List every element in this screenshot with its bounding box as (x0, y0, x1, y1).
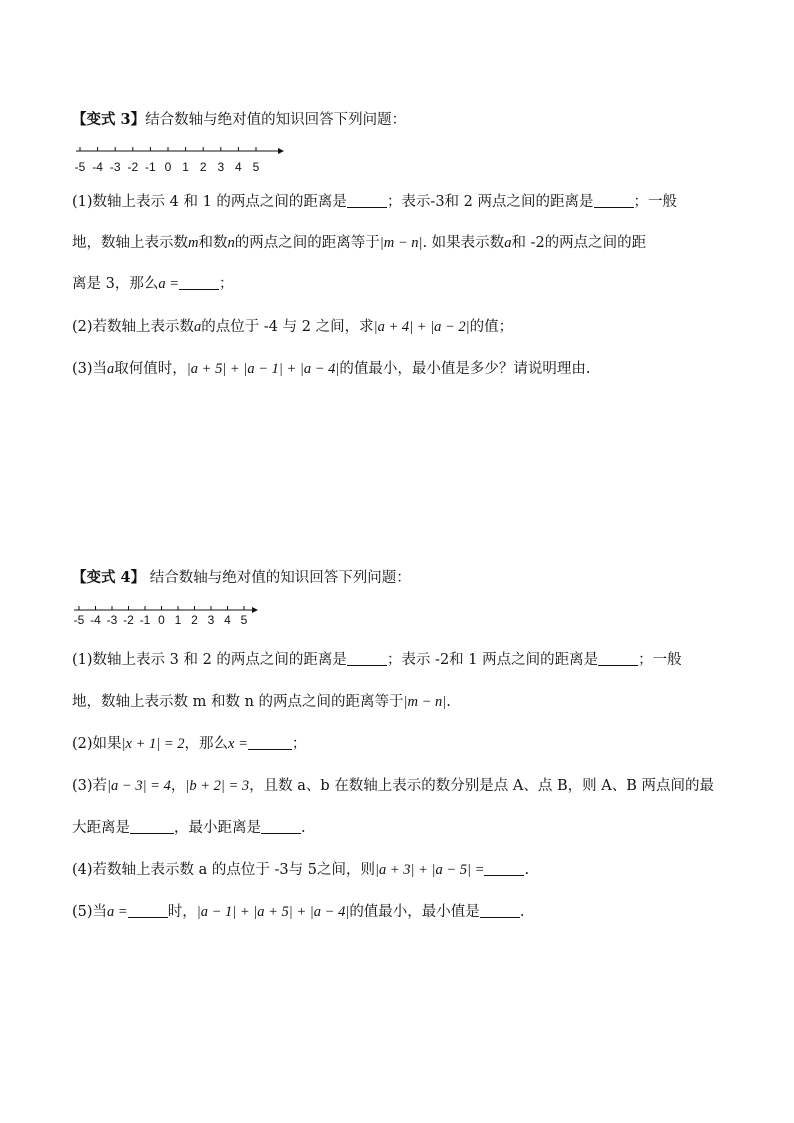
v4-q1-expr: |m − n| (403, 694, 447, 710)
v4-axis-tick-label: 4 (224, 613, 231, 627)
v4-q5-text-b: 时， (167, 904, 197, 920)
v3-axis-tick-label: 2 (199, 160, 207, 174)
v4-q5-text-c: 的值最小，最小值是 (349, 904, 480, 920)
v3-q1-text-b: ；表示-3和 2 两点之间的距离是 (386, 194, 594, 210)
v4-axis-tick-label: 0 (158, 613, 165, 627)
v3-q2-text-c: 的值； (469, 319, 514, 335)
v3-axis-tick-label: 3 (217, 160, 225, 174)
v3-q1-text-j: ； (219, 276, 234, 292)
v4-title-text: 结合数轴与绝对值的知识回答下列问题： (145, 570, 411, 586)
v4-axis-tick-label: -5 (73, 613, 85, 627)
v3-q3-text-c: 的值最小，最小值是多少？请说明理由. (339, 361, 591, 377)
v3-q3-var-a: a (107, 361, 115, 377)
v4-q4-expr: |a + 3| + |a − 5| = (374, 862, 485, 878)
v3-q1-text-e: 和数 (198, 235, 228, 251)
v4-q4-text-b: . (524, 862, 530, 878)
v4-axis-tick-label: 3 (207, 613, 215, 627)
v4-q5-blank-2[interactable] (480, 903, 520, 918)
v3-q1-var-a: a (504, 235, 512, 251)
v4-q2-x-eq: x = (228, 736, 248, 752)
v4-q1-text-b: ；表示 -2和 1 两点之间的距离是 (386, 652, 599, 668)
v3-axis-tick-label: -2 (127, 160, 139, 174)
v4-axis-ticks (79, 606, 244, 610)
v3-axis-tick-label: 0 (164, 160, 172, 174)
v3-q3-expr: |a + 5| + |a − 1| + |a − 4| (186, 361, 340, 377)
v4-q4 (72, 858, 529, 879)
v4-q1-text-e: . (446, 694, 451, 710)
v4-q1-text-c: ；一般 (638, 652, 682, 668)
v4-q2-text-c: ； (291, 736, 307, 752)
v4-axis-tick-label: -3 (106, 613, 118, 627)
v4-q1-blank-2[interactable] (598, 651, 638, 666)
v4-title-prefix: 【变式 4】 (72, 569, 146, 586)
v4-q1-text-d: 地，数轴上表示数 m 和数 n 的两点之间的距离等于 (72, 694, 404, 710)
v3-q1-var-m: m (188, 235, 199, 251)
v4-q4-blank[interactable] (484, 861, 524, 876)
v4-axis-tick-label: -1 (139, 613, 151, 627)
v3-title-text: 结合数轴与绝对值的知识回答下列问题： (145, 112, 407, 128)
v3-q1-text-d: 地，数轴上表示数 (72, 235, 188, 251)
v4-axis-tick-label: -2 (123, 613, 134, 627)
v4-q3-text-b: ，且数 a、b 在数轴上表示的数分别是点 A、点 B，则 A、B 两点间的最 (249, 778, 714, 794)
v4-q5-blank-1[interactable] (128, 903, 168, 918)
v4-q1-blank-1[interactable] (347, 651, 387, 666)
v3-q1-text-f: 的两点之间的距离等于 (234, 235, 380, 251)
v4-q2 (72, 732, 306, 753)
v4-q3-text-c: 大距离是 (72, 820, 130, 836)
v4-q3-line1 (72, 774, 714, 795)
v3-q1-text-g: . 如果表示数 (422, 235, 505, 251)
v3-q1-text-c: ；一般 (633, 194, 678, 210)
v4-q2-text-b: ，那么 (184, 736, 229, 752)
v4-q3-sep: ， (170, 778, 186, 794)
v3-title-prefix: 【变式 3】 (72, 111, 146, 128)
v4-q3-expr-2: |b + 2| = 3 (185, 778, 250, 794)
v3-q1-text-a: (1)数轴上表示 4 和 1 的两点之间的距离是 (72, 194, 347, 210)
v4-q2-expr: |x + 1| = 2 (121, 736, 185, 752)
v4-q5-a-eq: a = (107, 904, 128, 920)
v3-axis-tick-label: -1 (145, 160, 156, 174)
v3-axis-tick-label: -4 (92, 160, 103, 174)
v3-q1-expr: |m − n| (379, 235, 423, 251)
v4-q1-line1 (72, 648, 682, 669)
v3-q2-expr: |a + 4| + |a − 2| (373, 319, 470, 335)
v3-q2-text-a: (2)若数轴上表示数 (72, 319, 195, 335)
v3-q1-text-i: 离是 3，那么 (72, 276, 159, 292)
v3-axis-tick-label: 4 (235, 160, 242, 174)
v4-axis-tick-label: 1 (174, 613, 182, 627)
v4-q4-text-a: (4)若数轴上表示数 a 的点位于 -3与 5之间，则 (72, 862, 375, 878)
v4-axis-tick-label: 2 (191, 613, 198, 627)
v3-q3-text-b: 取何值时， (114, 361, 187, 377)
v3-q2-var-a: a (194, 319, 202, 335)
v3-q1-var-n: n (227, 235, 235, 251)
v4-q3-text-d: ，最小距离是 (174, 820, 261, 836)
v4-axis-tick-label: 5 (240, 613, 248, 627)
v4-q3-blank-1[interactable] (130, 819, 174, 834)
v4-q5 (72, 900, 524, 921)
v3-axis-tick-label: -5 (74, 160, 86, 174)
v4-q5-text-d: . (519, 904, 525, 920)
v3-axis-tick-label: 5 (252, 160, 260, 174)
v3-axis-tick-label: -3 (109, 160, 121, 174)
v4-q2-text-a: (2)如果 (72, 736, 122, 752)
v4-q3-text-e: . (301, 820, 306, 836)
v4-q5-text-a: (5)当 (72, 904, 108, 920)
v3-axis-tick-label: 1 (182, 160, 189, 174)
v4-q3-text-a: (3)若 (72, 778, 108, 794)
v4-axis-arrow (252, 607, 258, 613)
v4-axis-tick-label: -4 (90, 613, 101, 627)
v4-q1-text-a: (1)数轴上表示 3 和 2 的两点之间的距离是 (72, 652, 347, 668)
v3-q1-text-h: 和 -2的两点之间的距 (511, 235, 647, 251)
v3-q2-text-b: 的点位于 -4 与 2 之间，求 (201, 319, 374, 335)
v4-q5-expr: |a − 1| + |a + 5| + |a − 4| (196, 904, 350, 920)
v4-q3-blank-2[interactable] (261, 819, 301, 834)
v3-q1-a-eq: a = (158, 276, 180, 292)
v4-q3-line2 (72, 816, 306, 837)
v4-q2-blank[interactable] (248, 735, 292, 750)
v4-q3-expr-1: |a − 3| = 4 (107, 778, 171, 794)
v4-q1-line2 (72, 690, 451, 711)
v3-q3-text-a: (3)当 (72, 361, 108, 377)
